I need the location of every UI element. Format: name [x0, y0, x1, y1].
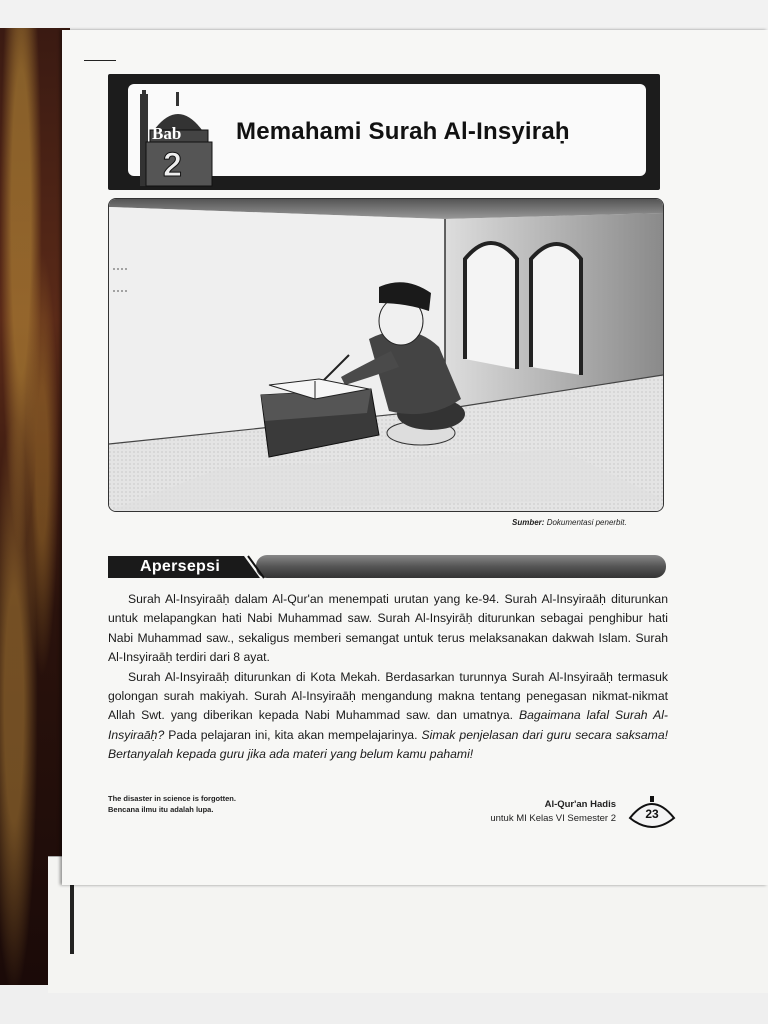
paragraph-question: Bagaimana lafal Surah Al-Insyiraāḥ?	[108, 708, 668, 742]
figure-source-label: Sumber:	[512, 518, 545, 527]
paragraph-text: Surah Al-Insyiraāḥ diturunkan di Kota Mekah. Berdasarkan turunnya Surah Al-Insyiraāḥ termasuk golongan surah makiyah. Surah Al-Insyiraāḥ mengandung makna tentang penegasan nikmat-nikmat Allah Swt. yang diberikan kepada Nabi Muhammad saw. dan umatnya.	[108, 669, 668, 723]
chapter-label: Bab	[152, 124, 182, 143]
quote-english: The disaster in science is forgotten.	[108, 794, 236, 803]
page-mark	[84, 60, 116, 61]
page-number: 23	[645, 807, 659, 821]
footer-quote	[108, 793, 236, 815]
boy-reading-illustration	[109, 199, 663, 511]
background-fabric	[0, 28, 70, 998]
chapter-title: Memahami Surah Al-Insyiraḥ	[236, 118, 570, 145]
book-title: Al-Qur'an Hadis	[544, 799, 616, 810]
figure-source-text: Dokumentasi penerbit.	[546, 518, 627, 527]
paragraph	[108, 668, 668, 765]
section-title: Apersepsi	[140, 558, 221, 575]
footer-book-info	[470, 798, 616, 826]
chapter-illustration	[108, 198, 664, 512]
quote-indonesian: Bencana ilmu itu adalah lupa.	[108, 805, 214, 814]
book-subtitle: untuk MI Kelas VI Semester 2	[490, 813, 616, 824]
chapter-number: 2	[163, 146, 182, 184]
paragraph-instruction: Simak penjelasan dari guru secara saksama! Bertanyalah kepada guru jika ada materi yang belum kamu pahami!	[108, 727, 668, 762]
paragraph-text: Pada pelajaran ini, kita akan mempelajarinya.	[164, 727, 422, 742]
figure-source	[512, 518, 627, 527]
paragraph: Surah Al-Insyiraāḥ dalam Al-Qur'an menempati urutan yang ke-94. Surah Al-Insyiraāḥ diturunkan untuk melapangkan hati Nabi Muhammad saw. Surah Al-Insyirāḥ diturunkan sebagai penghibur hati Nabi Muhammad saw., sekaligus memberi semangat untuk terus melaksanakan dakwah Islam. Surah Al-Insyiraāḥ terdiri dari 8 ayat.	[108, 592, 668, 665]
body-text	[108, 590, 668, 765]
